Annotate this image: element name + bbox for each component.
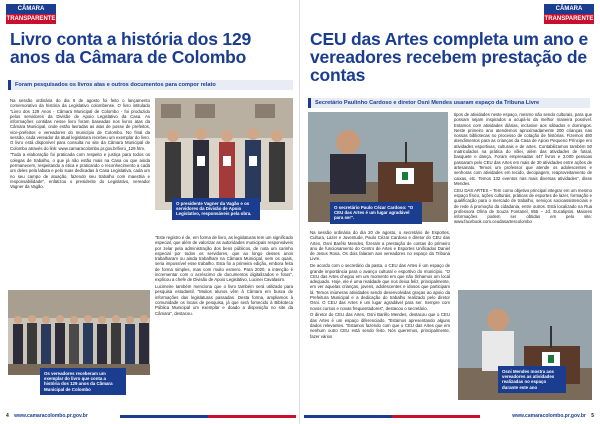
logo-bottom-text: TRANSPARENTE [6, 16, 56, 22]
right-column-1 [310, 230, 450, 412]
left-photo-caption-2: Os vereadores receberam um exemplar do livro que conta a história dos 129 anos da Câmara Municipal de Colombo [40, 368, 126, 395]
right-page-number: 5 [591, 413, 594, 419]
left-article-subtitle: Foram pesquisados os livros atas e outros documentos para compor relato [8, 80, 293, 90]
logo-top-text: CÂMARA [544, 4, 594, 14]
right-footer-bar [304, 415, 480, 418]
left-col1-paragraph: Na sessão ordinária do dia 6 de agosto foi feito o lançamento comemorativo da história da Legislativo colombense. O livro intitulado "Livro dos 129 Anos - Câmara Municipal de Colombo - foi produzido pelos servidores da Divisão de Apoio Legislativo da Casa. As informações contidas nesse livro foram baseadas nos livros atas da Câmara Municipal, onde estão lavradas as atas de posse de prefeitos, vice-prefeitos e vereadores do município de Colombo. No final da sessão, cada vereador da atual legislatura recebeu um exemplar do livro. O livro está disponível para consulta no site da Câmara Municipal de Colombo através do link: www.camaracolombo.pr.gov.br/livro_129.htm. [10, 98, 150, 151]
right-photo-caption-1: O secretário Paulo Cézar Cardoso: "O CEU das Artes é um lugar agradável para ser". [330, 202, 422, 224]
left-photo-group-image [155, 98, 293, 210]
logo-bottom-text: TRANSPARENTE [544, 16, 594, 22]
camara-logo-right [544, 4, 594, 24]
left-col2-paragraph: Lucimeire também menciona que o livro também será utilizado para pesquisa estudantil. "Muitos alunos vêm à Câmara em busca de informações das legislaturas passadas. Desta forma, ampliamos à comunidade os locais de pesquisa, já que será fornecido à Biblioteca Pública Municipal um exemplar e doado a disposição no site da Câmara", destacou. [155, 284, 293, 316]
right-col2-paragraph: tipos de atividades neste espaço, mesmo não sendo culturais, para que possam sejam inspirados a ocupá-lo da melhor maneira possível. Estamos com atividades diárias, inclusive aos sábados e domingos. Neste primeiro ano atendemos aproximadamente 200 crianças nas nossas bibliotecas no processo de cotação de histórias. Fizemos 480 atendimentos para as crianças da Casa de Apoio Pequeno Príncipe em atividades esportivas, culturais e de artes. Contabilizamos também 50 matriculados na prática do vôlei, além das atividades de futsal, basquete e dança. Foram empresadas 447 livros e 3.000 pessoas passaram pelo CEU das Artes em mais de 30 atividades entre ações de artesanato. Temos um professor que atende os adolescentes e senhoras com atividades em tecido, decopagem, reaproveitamento de caixas, etc. Temos 132 eventos nas mais diversas atividades", disse Mendes. [454, 112, 592, 186]
right-col1-paragraph: De acordo com o secretário da pasta, o CEU das Artes é um espaço de grande importância para o avanço cultural e esportivo do município. "O CEU das Artes chegou em um momento em que não tínhamos um local adequado. Hoje, ele é uma realidade que nos deixa feliz, principalmente, em ver aquelas crianças, jovens, adolescentes e idosos que participam lá. Temos inúmeras atividades sendo desenvolvidas graças ao apoio da Prefeitura Municipal e a dedicação do trabalho realizado pelo diretor Osni. O CEU das Artes é um lugar agradável para ser. Sempre com novos cursos e novas frequentadores", destacou o secretário. [310, 263, 450, 311]
right-article-subtitle: Secretário Paulinho Cardoso e diretor Osni Mendes usaram espaço da Tribuna Livre [308, 98, 590, 108]
right-photo-caption-2: Osni Mendes mostra aos vereadores as atividades realizadas no espaço durante este ano [498, 366, 566, 393]
left-footer-bar [120, 415, 296, 418]
left-column-2 [155, 235, 293, 410]
right-col1-paragraph: Na sessão ordinária do dia 20 de agosto, o secretário de Esportes, Cultura, Lazer e Juventude, Paulo Cézar Cardoso e diretor do CEU das Artes, Osni Barêlo Mendes, fizeram a prestação de contas do primeiro ano de funcionamento do Centro de Artes e Esportes Unificados Daniel de Jesus Rosa. Os dois falaram aos vereadores no espaço da Tribuna Livre. [310, 230, 450, 262]
left-photo-caption-1: O presidente Vagner da Vagão e os servidores da Divisão de Apoio Legislativo, responsáveis pela obra. [172, 198, 260, 220]
left-page-number: 4 [6, 413, 9, 419]
right-footer [512, 412, 594, 420]
left-footer-website[interactable]: www.camaracolombo.pr.gov.br [14, 413, 88, 419]
camara-logo [6, 4, 56, 24]
right-footer-website[interactable]: www.camaracolombo.pr.gov.br [512, 413, 586, 419]
right-col2-paragraph: CEU DAS ARTES – Tem como objetivo principal integrar em um mesmo espaço físico, ações culturais, práticas de esportes de lazer, formação e qualificação para o mercado de trabalho, serviços socioassistenciais e de rede à promoção da cidadania, entre outros. Está localizado na Rua professora Olíria de Souza Fontanel, 855 – Jd. Eucaliptos. Maiores informações podem ser obtidas em pelo site: www.facebook.com.ceudasartescolombo [454, 187, 592, 225]
left-article-title: Livro conta a história dos 129 anos da Câmara de Colombo [10, 29, 252, 67]
logo-top-text: CÂMARA [6, 4, 56, 14]
right-col1-paragraph: O diretor do CEU das Artes, Osni Barêlo Mendes, destacou que o CEU das Artes é um espaço diferenciado. "Estamos apresentando alguns dados relevantes. "Estamos fazendo com que o CEU das Artes que em nenhum outro CEU está sendo feito. Nós queremos, principalmente, fazer vários [310, 312, 450, 339]
left-footer [6, 412, 88, 420]
right-article-title: CEU das Artes completa um ano e vereadores recebem prestação de contas [310, 29, 589, 85]
left-col1-paragraph: "Toda a elaboração foi praticada com respeito e justiça para todos os colegas de trabalho, o que já não estão mais na Casa ou que ainda permanecem, respeitando a ética e praticando o reconhecimento a cada um deles pela labuta e pelo suas dedicadas à Casa Legislativa, cada um no seu campo de atuação, fazendo seu trabalho com maestria e responsabilidade", enfatizou o presidente do Legislativo, vereador Vagner da Vagão. [10, 152, 150, 190]
left-col2-paragraph: "Este registro é de, em forma de livro, as legislaturas tem um significado especial, que além de valorizar as autoridades municipais responsáveis por zelar pela administração dos bens públicos, de nota um carinho especial por todos os servidores, que ao longo desses anos trabalharam ou ainda trabalham na Câmara Municipal, sem os quais, seria impossível esse trabalho. Esta foi a primeira edição, embora feita de forma simples, mas com muito esmero. Para 2020, a intenção é incrementar com o acréscimo de documentos digitalizados e fotos", explicou a chefe de Divisão de Apoio Legislativo, Lucinei Cavalasim. [155, 235, 293, 283]
left-photo-group [155, 98, 293, 210]
right-column-2 [454, 112, 592, 284]
left-photo-vereadores [8, 290, 150, 375]
left-photo-vereadores-image [8, 290, 150, 375]
left-column-1 [10, 98, 150, 286]
right-page [300, 0, 600, 424]
